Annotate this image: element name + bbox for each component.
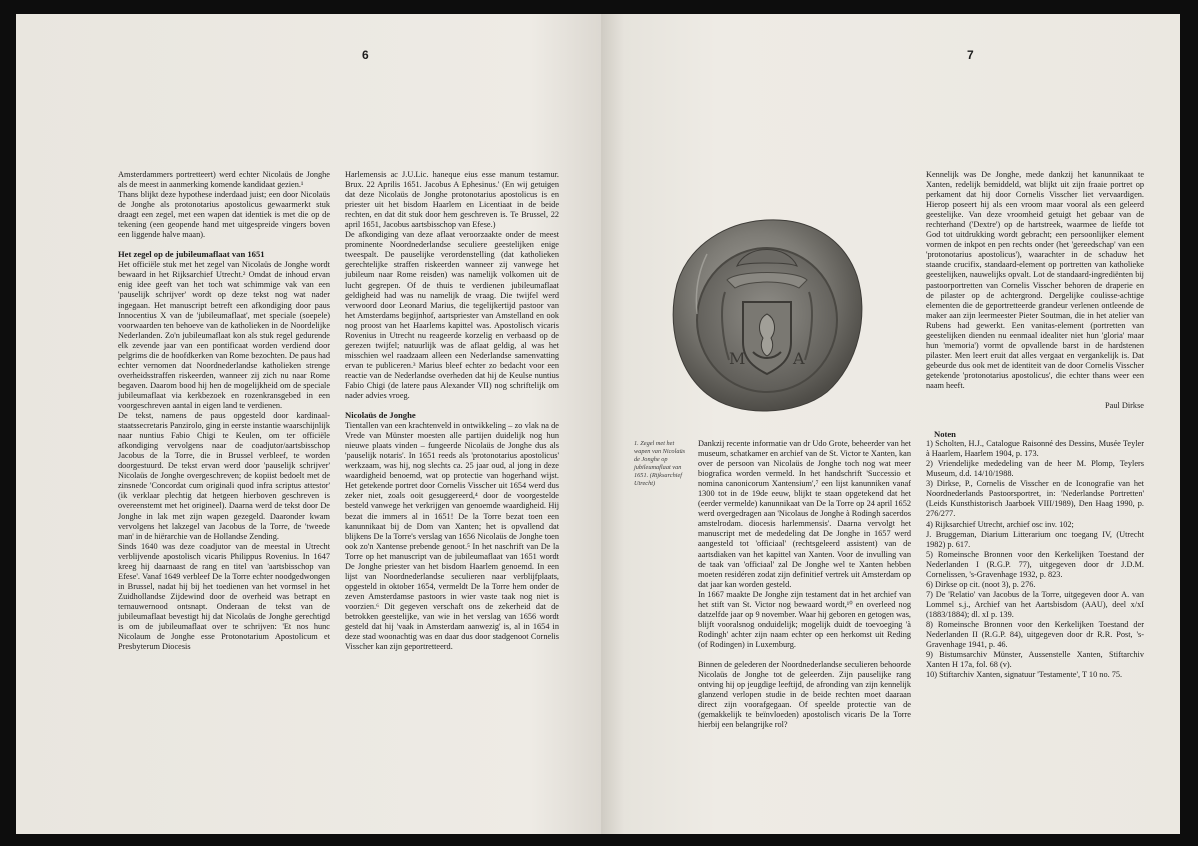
- left-column-2: [345, 170, 559, 652]
- section-heading: Nicolaüs de Jonghe: [345, 410, 416, 421]
- paragraph: Dankzij recente informatie van dr Udo Grote, beheerder van het museum, schatkamer en archief van de St. Victor te Xanten, kan over de persoon van Nicolaüs de Jonghe toch nog wat meer biografica worden vermeld. In het handschrift 'Successio et nomina canonicorum Xantensium',⁷ een lijst kanunniken vanaf 1300 tot in de 19de eeuw, blijkt te staan opgetekend dat het (eerder vermelde) kanunnikaat van De la Torre op 24 april 1652 werd overgedragen aan 'Nicolaus de Jonghe à Rodingh sacerdos amstelrodam. diocesis harlemmensis'. Daarna vervolgt het manuscript met de mededeling dat De Jonghe in 1657 werd aangesteld tot 'officiaal' (rechtsgeleerd assistent) van de aartsdiaken van het kapittel van Xanten. Voor de invulling van de taak van 'officiaal' zal De Jonghe wel te Xanten hebben moeten residéren zodat zijn definitief vertrek uit Amsterdam op dat jaar kan worden gesteld.: [698, 439, 911, 589]
- section-heading: Het zegel op de jubileumaflaat van 1651: [118, 249, 265, 260]
- author-signature: Paul Dirkse: [1105, 401, 1144, 411]
- note-item: 1) Scholten, H.J., Catalogue Raisonné des Dessins, Musée Teyler à Haarlem, Haarlem 1904, p. 173.: [926, 439, 1144, 459]
- note-item: 4) Rijksarchief Utrecht, archief osc inv. 102;: [926, 519, 1074, 529]
- note-item: 7) De 'Relatio' van Jacobus de la Torre, uitgegeven door A. van Lommel s.j., Archief van het Aartsbisdom (AAU), deel x/xI (1883/1884); dl. xI p. 139.: [926, 589, 1144, 619]
- note-item: 9) Bistumsarchiv Münster, Aussenstelle Xanten, Stiftarchiv Xanten H 17a, fol. 68 (v).: [926, 650, 1144, 670]
- note-item: 6) Dirkse op cit. (noot 3), p. 276.: [926, 579, 1036, 589]
- paragraph: Thans blijkt deze hypothese inderdaad juist; een door Nicolaüs de Jonghe als protonotarius apostolicus gewaarmerkt stuk draagt een zegel, met een wapen dat identiek is met die op de tekening (een geopende hand met uitgespreide vingers boven een liggende halve maan).: [118, 190, 330, 240]
- paragraph: Kennelijk was De Jonghe, mede dankzij het kanunnikaat te Xanten, redelijk bemiddeld, wat blijkt uit zijn fraaie portret op perkament dat hij door Cornelis Visscher liet vervaardigen. Hierop poseert hij als een vroom maar vooral als een geleerd geestelijke. Van deze vroomheid getuigt het gebaar van de rechterhand ('Dextre') op de hartstreek, waarmee de liefde tot God tot uitdrukking wordt gebracht; een persoonlijker element vormen de inkpot en pen rechts onder (het 'gereedschap' van een 'protonotarius apostolicus'), waarachter in de schaduw het staande crucifix, standaard-element op portretten van katholieke geestelijken, nauwelijks opvalt. Lot de standaard-ingrediënten bij pastoorportretten van Cornelis Visscher behoren de draperie en de pilaster op de achtergrond. Dergelijke coulisse-achtige elementen die de geportretteerde grandeur verlenen ontleende de maker aan zijn leermeester Pieter Soutman, die in het atelier van Rubens had gewerkt. Een vanitas-element (portretten van geestelijken dienden nu eenmaal idealiter niet hun 'gloria' maar hun 'memoria') vormt de opvallende barst in de hardstenen pilaster. Men leert eruit dat alles vergaat en vergankelijk is. Dat gebeurde dus ook met de identiteit van de door Cornelis Visscher getekende 'protonotarius apostolicus', die echter thans weer een naam heeft.: [926, 170, 1144, 390]
- right-page: [601, 14, 1180, 834]
- svg-text:A: A: [793, 349, 805, 368]
- figure-caption: 1. Zegel met het wapen van Nicolaüs de Jonghe op jubileumaflaat van 1651. (Rijksarchief Utrecht): [634, 440, 686, 487]
- note-item: 3) Dirkse, P., Cornelis de Visscher en de Iconografie van het Noordnederlands Pastoorsportret, in: 'Nederlandse Portretten' (Leids Kunsthistorisch Jaarboek VIII/1989), Den Haag 1990, p. 276/277.: [926, 479, 1144, 519]
- wax-seal-icon: [667, 214, 867, 418]
- paragraph: De afkondiging van deze aflaat veroorzaakte onder de meest prominente Noordnederlandse seculiere geestelijken enige tweespalt. De pauselijke verordenstelling (dat katholieken gerechtelijke straffen riskeerden wanneer zij vanwege het jubileum naar Rome reisden) was namelijk volkomen uit de lucht gegrepen. Of de thuis te verdienen jubileumaflaat geldigheid had was nu namelijk de vraag. Die twijfel werd verwoord door Leonard Marius, die tegelijkertijd pastoor van het Amsterdams begijnhof, aartspriester van Amstelland en ook nog proost van het Haarlems kapittel was. Apostolisch vicaris Rovenius in Utrecht nu reageerde korzelig en verbaasd op de gerezen twijfel; natuurlijk was de aflaat geldig, al was het misschien wel raadzaam alleen een Nederlandse samenvatting ervan te publiceren.³ Marius bleef echter zo bedacht voor een reactie van de Nederlandse overheden dat hij de Keulse nuntius Fabio Chigi (de latere paus Alexander VII) nog schriftelijk om nader advies vroeg.: [345, 230, 559, 401]
- paragraph: Sinds 1640 was deze coadjutor van de meestal in Utrecht verblijvende apostolisch vicaris Philippus Rovenius. In 1647 kreeg hij daarnaast de rang en titel van 'aartsbisschop van Efese'. Vanaf 1649 verbleef De la Torre echter noodgedwongen in Brussel, nadat hij bij het toedienen van het vormsel in het Zuidhollandse Zijdewind door de overheid was betrapt en ternauwernood ontsnapt. Onderaan de tekst van de jubileumaflaat bevestigt hij dat Nicolaüs de Jonghe gerechtigd is om de jubileumaflaat over te schrijven: 'Et nos hunc Nicolaum de Jonghe esse Protonotarium Apostolicum et Presbyterum Diocesis: [118, 541, 330, 652]
- note-item: 5) Romeinsche Bronnen voor den Kerkelijken Toestand der Nederlanden I (R.G.P. 77), uitgegeven door dr J.D.M. Cornelissen, 's-Gravenhage 1932, p. 823.: [926, 549, 1144, 579]
- paragraph: Binnen de gelederen der Noordnederlandse seculieren behoorde Nicolaüs de Jonghe tot de geleerden. Zijn pauselijke rang ontving hij op jeugdige leeftijd, de afronding van zijn kennelijk glanzend verlopen studie in de beide rechten moet daaraan direct zijn voorafgegaan. Of speelde protectie van de (gemakkelijk te beïnvloeden) apostolisch vicaris De la Torre hierbij een belangrijke rol?: [698, 659, 911, 730]
- paragraph: De tekst, namens de paus opgesteld door kardinaal-staatssecretaris Panzirolo, ging in eerste instantie waarschijnlijk naar nuntius Fabio Chigi te Keulen, om ter officiële afkondiging vervolgens naar de coadjutor/aartsbisschop Jacobus de la Torre, die in Brussel verbleef, te worden doorgestuurd. De tekst ervan werd door 'pauselijk schrijver' Nicolaüs de Jonghe overgeschreven; de kopiist bedoelt met de zinsnede 'Concordat cum originali quod infra scriptus attestor' (ik verklaar plechtig dat hetgeen hierboven geschreven is overeenstemt met het origineel). Daarna werd de tekst door De Jonghe in lak met zijn wapen gezegeld. Daaronder kwam vervolgens het lakzegel van Jacobus de la Torre, de 'tweede man' in de hiërarchie van de Hollandse Zending.: [118, 411, 330, 541]
- paragraph: Het officiële stuk met het zegel van Nicolaüs de Jonghe wordt bewaard in het Rijksarchief Utrecht.² Omdat de inhoud ervan enig idee geeft van het toch wat schimmige vak van een 'pauselijk schrijver' wordt op deze tekst nog wat nader ingegaan. Het manuscript betreft een afkondiging door paus Innocentius X van de 'jubileumaflaat', met speciale (soepele) voorwaarden ten behoeve van de katholieken in de Noordelijke Nederlanden. Zo'n jubileumaflaat kon als stuk regel gedurende elk zevende jaar van een pontificaat worden verdiend door pelgrims die de hoofdkerken van Rome bezochten. De paus had echter vernomen dat Noordnederlandse katholieken strenge overheidsstraffen riskeerden, wanneer zij zich nu naar Rome begaven. Daarom bood hij hen de mogelijkheid om de speciale jubileumaflaat via kerkbezoek en rozenkransgebed in een voorgeschreven aantal in eigen land te verdienen.: [118, 260, 330, 410]
- right-column-2: [698, 439, 911, 730]
- paragraph: Tientallen van een krachtenveld in ontwikkeling – zo vlak na de Vrede van Münster moesten alle partijen duidelijk nog hun nieuwe plaats vinden – fungeerde Nicolaüs de Jonghe dus als 'pauselijk notaris'. In 1651 reeds als 'protonotarius apostolicus' werkzaam, was hij, nog slechts ca. 25 jaar oud, al jong in deze waardigheid benoemd, wat op protectie van hogerhand wijst. Het getekende portret door Cornelis Visscher uit 1654 werd dus zeker niet, zoals ooit gesuggereerd,⁴ door de voorgestelde besteld vanwege het verkrijgen van genoemde waardigheid. Hij bezat die immers al in 1651! De la Torre bezat toen een kanunnikaat bij de Dom van Xanten; het is opvallend dat blijkens De la Torre's verslag van 1656 Nicolaüs de Jonghe toen ook zo'n Xantense prebende genoot.⁵ In het naschrift van De la Torre op het manuscript van de jubileumaflaat van 1651 wordt De Jonghe priester van het bisdom Haarlem genoemd. In een lijst van Noordnederlandse seculieren naar verblijfplaats, opgesteld in oktober 1654, vermeldt De la Torre hem onder de zeven Amsterdamse pastoors in wier vaste taak nog niet is voorzien.⁶ Dit gegeven verschaft ons de zekerheid dat de betrokken geestelijke, van wie in het verslag van 1656 wordt gesteld dat hij 'vaak in Amsterdam aanwezig' is, al in 1654 in deze stad woonachtig was en daar dus door stadgenoot Cornelis Visscher kan zijn geportretteerd.: [345, 421, 559, 652]
- note-item: 2) Vriendelijke mededeling van de heer M. Plomp, Teylers Museum, d.d. 14/10/1988.: [926, 459, 1144, 479]
- svg-text:M: M: [729, 349, 746, 368]
- notes-list: [926, 439, 1144, 680]
- paragraph: Amsterdammers portretteert) werd echter Nicolaüs de Jonghe als de meest in aanmerking komende kandidaat gezien.¹: [118, 170, 330, 190]
- paragraph: In 1667 maakte De Jonghe zijn testament dat in het archief van het stift van St. Victor nog bewaard wordt,¹⁰ en overleed nog datzelfde jaar op 9 november. Waar hij geboren en getogen was, blijft vooralsnog onduidelijk; mogelijk duidt de toevoeging 'à Rodingh' achter zijn naam echter op een herkomst uit Reding (of Rodingen) in Luxemburg.: [698, 589, 911, 649]
- left-page: [16, 14, 601, 834]
- note-item: 10) Stiftarchiv Xanten, signatuur 'Testamente', T 10 no. 75.: [926, 670, 1123, 680]
- right-column-3: [926, 170, 1144, 680]
- page-number-right: 7: [967, 48, 974, 62]
- left-column-1: [118, 170, 330, 652]
- page-number-left: 6: [362, 48, 369, 62]
- note-item: J. Bruggeman, Diarium Litterarium onc toegang IV, (Utrecht 1982) p. 617.: [926, 529, 1144, 549]
- paragraph: Harlemensis ac J.U.Lic. haneque eius esse manum testamur. Brux. 22 Aprilis 1651. Jacobus A Ephesinus.' (En wij getuigen dat deze Nicolaüs de Jonghe protonotarius apostolicus is en priester uit het bisdom Haarlem en Licentiaat in de beide rechten, en dat dit stuk door hem geschreven is. Te Brussel, 22 april 1651, Jacobus aartsbisschop van Efese.): [345, 170, 559, 230]
- notes-heading: Noten: [934, 429, 956, 440]
- note-item: 8) Romeinsche Bronnen voor den Kerkelijken Toestand der Nederlanden II (R.G.P. 84), uitgegeven door dr R.R. Post, 's-Gravenhage 1941, p. 46.: [926, 619, 1144, 650]
- book-spread: [16, 14, 1180, 834]
